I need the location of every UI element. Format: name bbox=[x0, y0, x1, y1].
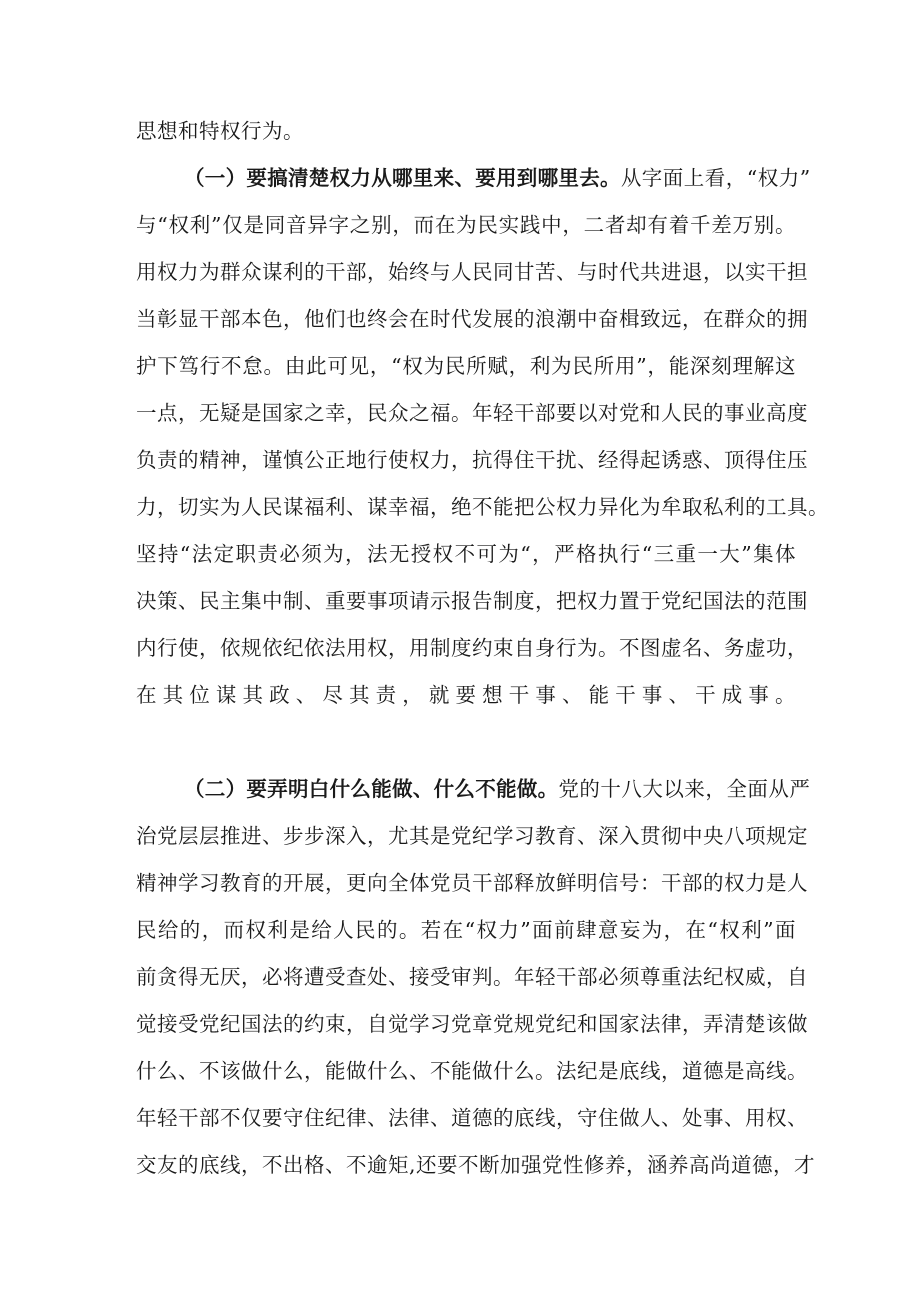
section-heading: （一）要搞清楚权力从哪里来、要用到哪里去。 bbox=[184, 166, 621, 190]
section-first-line-text: 党的十八大以来，全面从严 bbox=[558, 777, 811, 801]
text-line: 负责的精神，谨慎公正地行使权力，抗得住干扰、经得起诱惑、顶得住压 bbox=[136, 448, 808, 472]
section-first-line bbox=[184, 158, 811, 198]
section-first-line bbox=[184, 769, 811, 809]
text-line: 坚持“法定职责必须为，法无授权不可为“，严格执行“三重一大”集体 bbox=[136, 542, 796, 566]
text-line: 治党层层推进、步步深入，尤其是党纪学习教育、深入贯彻中央八项规定 bbox=[136, 824, 808, 848]
text-line: 一点，无疑是国家之幸，民众之福。年轻干部要以对党和人民的事业高度 bbox=[136, 401, 808, 425]
text-line: 思想和特权行为。 bbox=[136, 119, 304, 143]
text-line: 在其位谋其政、尽其责，就要想干事、能干事、干成事。 bbox=[136, 683, 796, 707]
section-heading: （二）要弄明白什么能做、什么不能做。 bbox=[184, 777, 559, 801]
text-line: 年轻干部不仅要守住纪律、法律、道德的底线，守住做人、处事、用权、 bbox=[136, 1106, 808, 1130]
text-line: 什么、不该做什么，能做什么、不能做什么。法纪是底线，道德是高线。 bbox=[136, 1059, 808, 1083]
text-line: 民给的，而权利是给人民的。若在“权力”面前肆意妄为，在“权利”面 bbox=[136, 918, 796, 942]
text-line: 力，切实为人民谋福利、谋幸福，绝不能把公权力异化为牟取私利的工具。 bbox=[136, 495, 829, 519]
text-line: 精神学习教育的开展，更向全体党员干部释放鲜明信号：干部的权力是人 bbox=[136, 871, 808, 895]
text-line: 当彰显干部本色，他们也终会在时代发展的浪潮中奋楫致远，在群众的拥 bbox=[136, 307, 808, 331]
section-first-line-text: 从字面上看，“权力” bbox=[620, 166, 811, 190]
text-line: 决策、民主集中制、重要事项请示报告制度，把权力置于党纪国法的范围 bbox=[136, 589, 808, 613]
text-line: 交友的底线，不出格、不逾矩,还要不断加强党性修养，涵养高尚道德，才 bbox=[136, 1153, 816, 1177]
text-line: 觉接受党纪国法的约束，自觉学习党章党规党纪和国家法律，弄清楚该做 bbox=[136, 1012, 808, 1036]
text-line: 护下笃行不怠。由此可见，“权为民所赋，利为民所用”，能深刻理解这 bbox=[136, 354, 796, 378]
text-line bbox=[136, 722, 796, 762]
text-line bbox=[136, 1192, 796, 1232]
text-line: 内行使，依规依纪依法用权，用制度约束自身行为。不图虚名、务虚功， bbox=[136, 636, 808, 660]
text-line: 与“权利”仅是同音异字之别，而在为民实践中，二者却有着千差万别。 bbox=[136, 213, 796, 237]
text-line: 用权力为群众谋利的干部，始终与人民同甘苦、与时代共进退，以实干担 bbox=[136, 260, 808, 284]
text-line: 前贪得无厌，必将遭受查处、接受审判。年轻干部必须尊重法纪权威，自 bbox=[136, 965, 808, 989]
